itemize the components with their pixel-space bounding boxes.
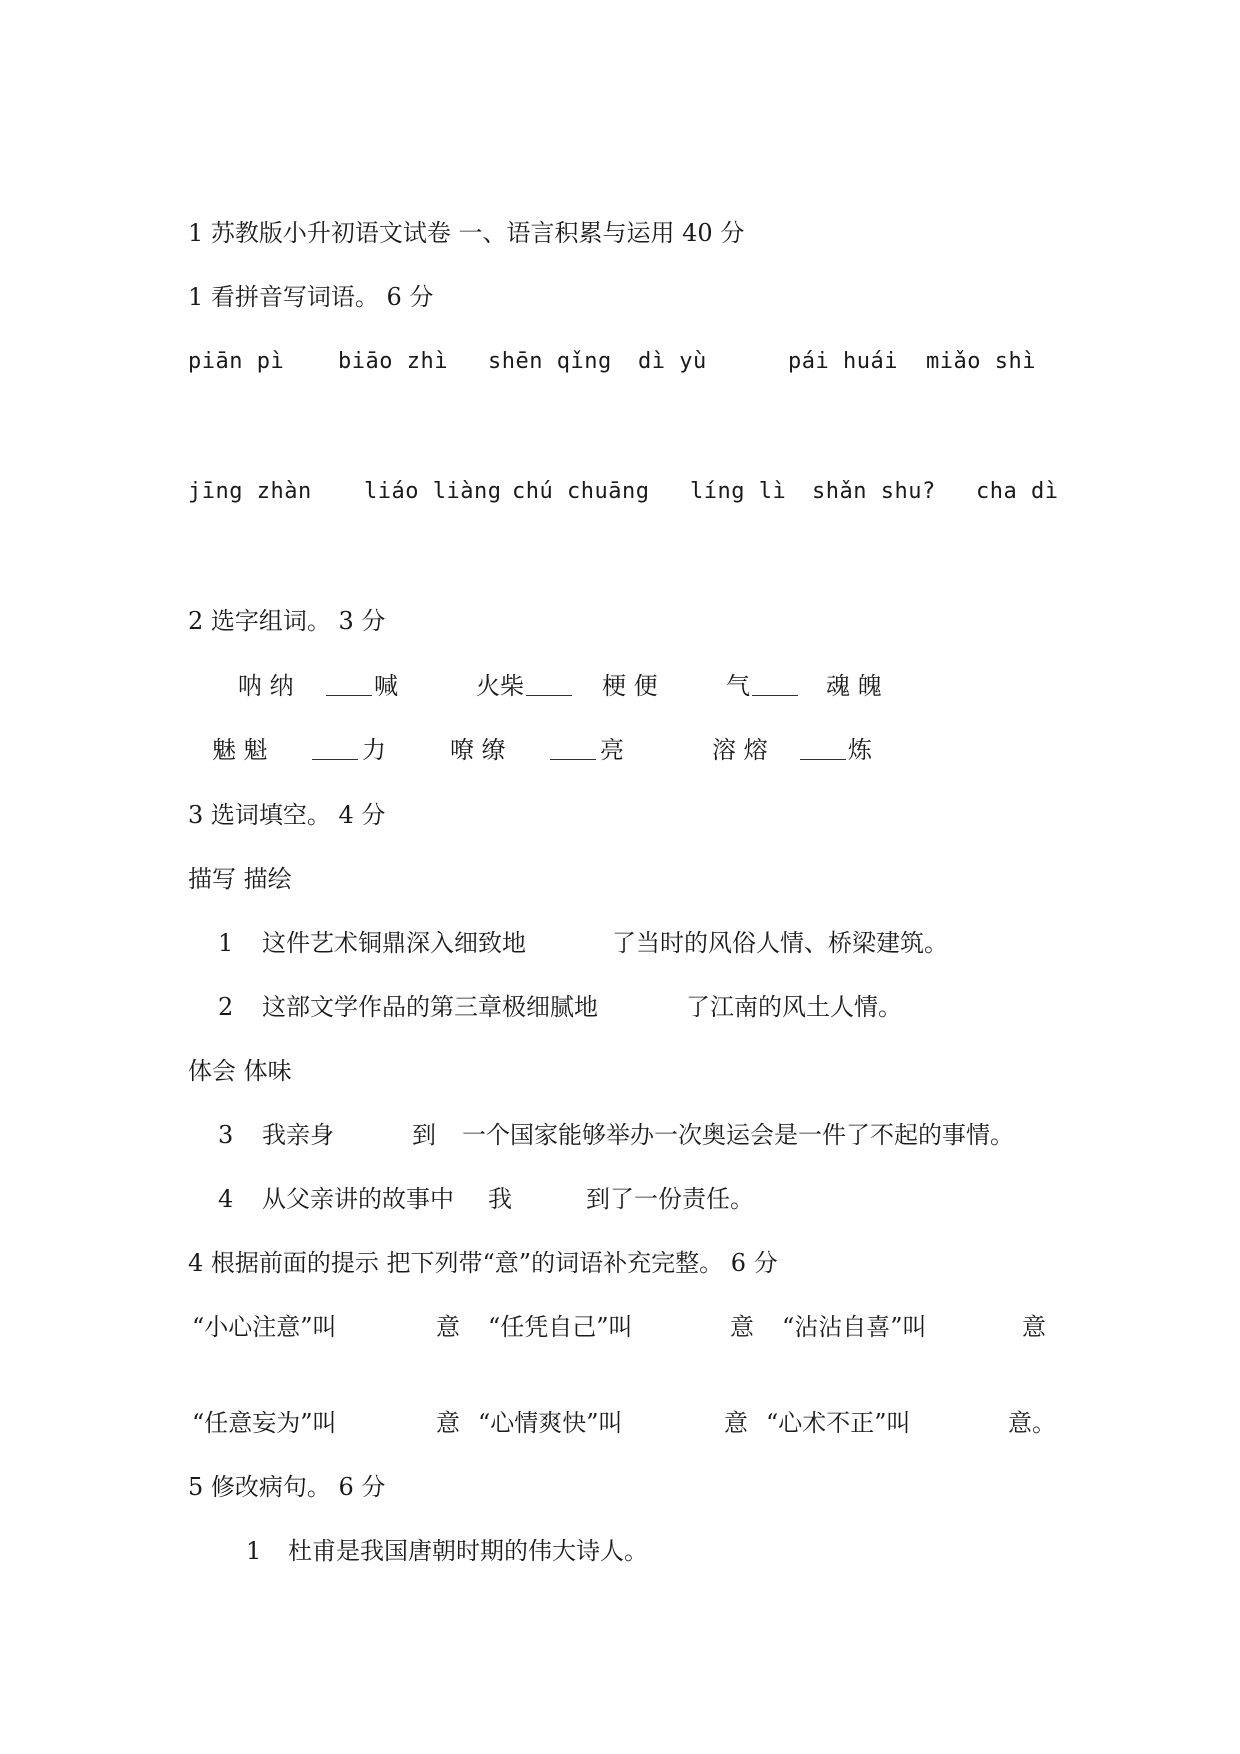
sentence-text: 到了一份责任。 xyxy=(586,1185,754,1213)
prompt-text: “沾沾自喜”叫 xyxy=(782,1313,927,1341)
char-choice: 呐 纳 xyxy=(238,672,294,700)
sentence-text: 杜甫是我国唐朝时期的伟大诗人。 xyxy=(288,1537,648,1565)
word-part: 意 xyxy=(436,1313,460,1341)
exam-title-line xyxy=(0,216,1240,250)
q4-row-1 xyxy=(0,1310,1240,1344)
char-choice: 魅 魁 xyxy=(212,736,268,764)
q3-header: 3 选词填空。 4 分 xyxy=(188,801,386,829)
q1-header: 1 看拼音写词语。 6 分 xyxy=(188,283,434,311)
prompt-text: “任意妄为”叫 xyxy=(192,1409,337,1437)
pinyin-item: cha dì xyxy=(976,479,1059,504)
q2-header: 2 选字组词。 3 分 xyxy=(188,607,386,635)
sentence-text: 这部文学作品的第三章极细腻地 xyxy=(262,993,598,1021)
answer-blank[interactable] xyxy=(800,733,846,760)
pinyin-item: chú chuāng xyxy=(512,479,650,504)
word-part: 意 xyxy=(730,1313,754,1341)
sentence-text: 到 xyxy=(412,1121,436,1149)
q2-row-1 xyxy=(0,669,1240,703)
q1-header-line xyxy=(0,280,1240,314)
q3-sentence-2 xyxy=(0,990,1240,1024)
pinyin-item: pái huái xyxy=(788,349,898,374)
q4-row-2 xyxy=(0,1406,1240,1440)
q3-word-group-1: 描写 描绘 xyxy=(188,865,292,893)
q3-word-group-2: 体会 体味 xyxy=(188,1057,292,1085)
sentence-number: 2 xyxy=(218,993,234,1021)
answer-blank[interactable] xyxy=(526,669,572,696)
char-choice: 魂 魄 xyxy=(826,672,882,700)
q1-pinyin-row-1 xyxy=(0,345,1240,379)
q3-sentence-1 xyxy=(0,926,1240,960)
sentence-text: 了江南的风土人情。 xyxy=(686,993,902,1021)
sentence-number: 4 xyxy=(218,1185,234,1213)
word-part: 喊 xyxy=(374,672,398,700)
sentence-text: 一个国家能够举办一次奥运会是一件了不起的事情。 xyxy=(462,1121,1014,1149)
sentence-text: 从父亲讲的故事中 xyxy=(262,1185,454,1213)
char-choice: 溶 熔 xyxy=(712,736,768,764)
q4-header: 4 根据前面的提示 把下列带“意”的词语补充完整。 6 分 xyxy=(188,1249,778,1277)
char-choice: 嘹 缭 xyxy=(450,736,506,764)
q1-pinyin-row-2 xyxy=(0,475,1240,509)
q3-word-group-1-line xyxy=(0,862,1240,896)
sentence-number: 1 xyxy=(218,929,234,957)
sentence-text: 我 xyxy=(488,1185,512,1213)
pinyin-item: piān pì xyxy=(188,349,285,374)
pinyin-item: dì yù xyxy=(638,349,707,374)
word-part: 意 xyxy=(1022,1313,1046,1341)
sentence-number: 3 xyxy=(218,1121,234,1149)
pinyin-item: shēn qǐng xyxy=(488,349,612,374)
answer-blank[interactable] xyxy=(752,669,798,696)
word-part: 气 xyxy=(726,672,750,700)
sentence-text: 了当时的风俗人情、桥梁建筑。 xyxy=(612,929,948,957)
word-part: 火柴 xyxy=(476,672,524,700)
prompt-text: “心术不正”叫 xyxy=(766,1409,911,1437)
answer-blank[interactable] xyxy=(326,669,372,696)
q5-sentence-1 xyxy=(0,1534,1240,1568)
q3-sentence-4 xyxy=(0,1182,1240,1216)
exam-title: 1 苏教版小升初语文试卷 一、语言积累与运用 40 分 xyxy=(188,219,745,247)
prompt-text: “心情爽快”叫 xyxy=(478,1409,623,1437)
q3-word-group-2-line xyxy=(0,1054,1240,1088)
sentence-text: 这件艺术铜鼎深入细致地 xyxy=(262,929,526,957)
q3-header-line xyxy=(0,798,1240,832)
answer-blank[interactable] xyxy=(550,733,596,760)
char-choice: 梗 便 xyxy=(602,672,658,700)
word-part: 意 xyxy=(724,1409,748,1437)
pinyin-item: líng lì xyxy=(690,479,787,504)
word-part: 意 xyxy=(436,1409,460,1437)
q5-header-line xyxy=(0,1470,1240,1504)
pinyin-item: miǎo shì xyxy=(926,349,1036,374)
q3-sentence-3 xyxy=(0,1118,1240,1152)
pinyin-item: biāo zhì xyxy=(338,349,448,374)
prompt-text: “任凭自己”叫 xyxy=(488,1313,633,1341)
word-part: 意。 xyxy=(1008,1409,1056,1437)
word-part: 力 xyxy=(362,736,386,764)
prompt-text: “小心注意”叫 xyxy=(192,1313,337,1341)
q2-row-2 xyxy=(0,733,1240,767)
sentence-number: 1 xyxy=(246,1537,262,1565)
answer-blank[interactable] xyxy=(312,733,358,760)
q4-header-line xyxy=(0,1246,1240,1280)
pinyin-item: shǎn shu? xyxy=(812,479,936,504)
word-part: 亮 xyxy=(600,736,624,764)
q5-header: 5 修改病句。 6 分 xyxy=(188,1473,386,1501)
word-part: 炼 xyxy=(848,736,872,764)
pinyin-item: liáo liàng xyxy=(364,479,502,504)
sentence-text: 我亲身 xyxy=(262,1121,334,1149)
pinyin-item: jīng zhàn xyxy=(188,479,312,504)
q2-header-line xyxy=(0,604,1240,638)
